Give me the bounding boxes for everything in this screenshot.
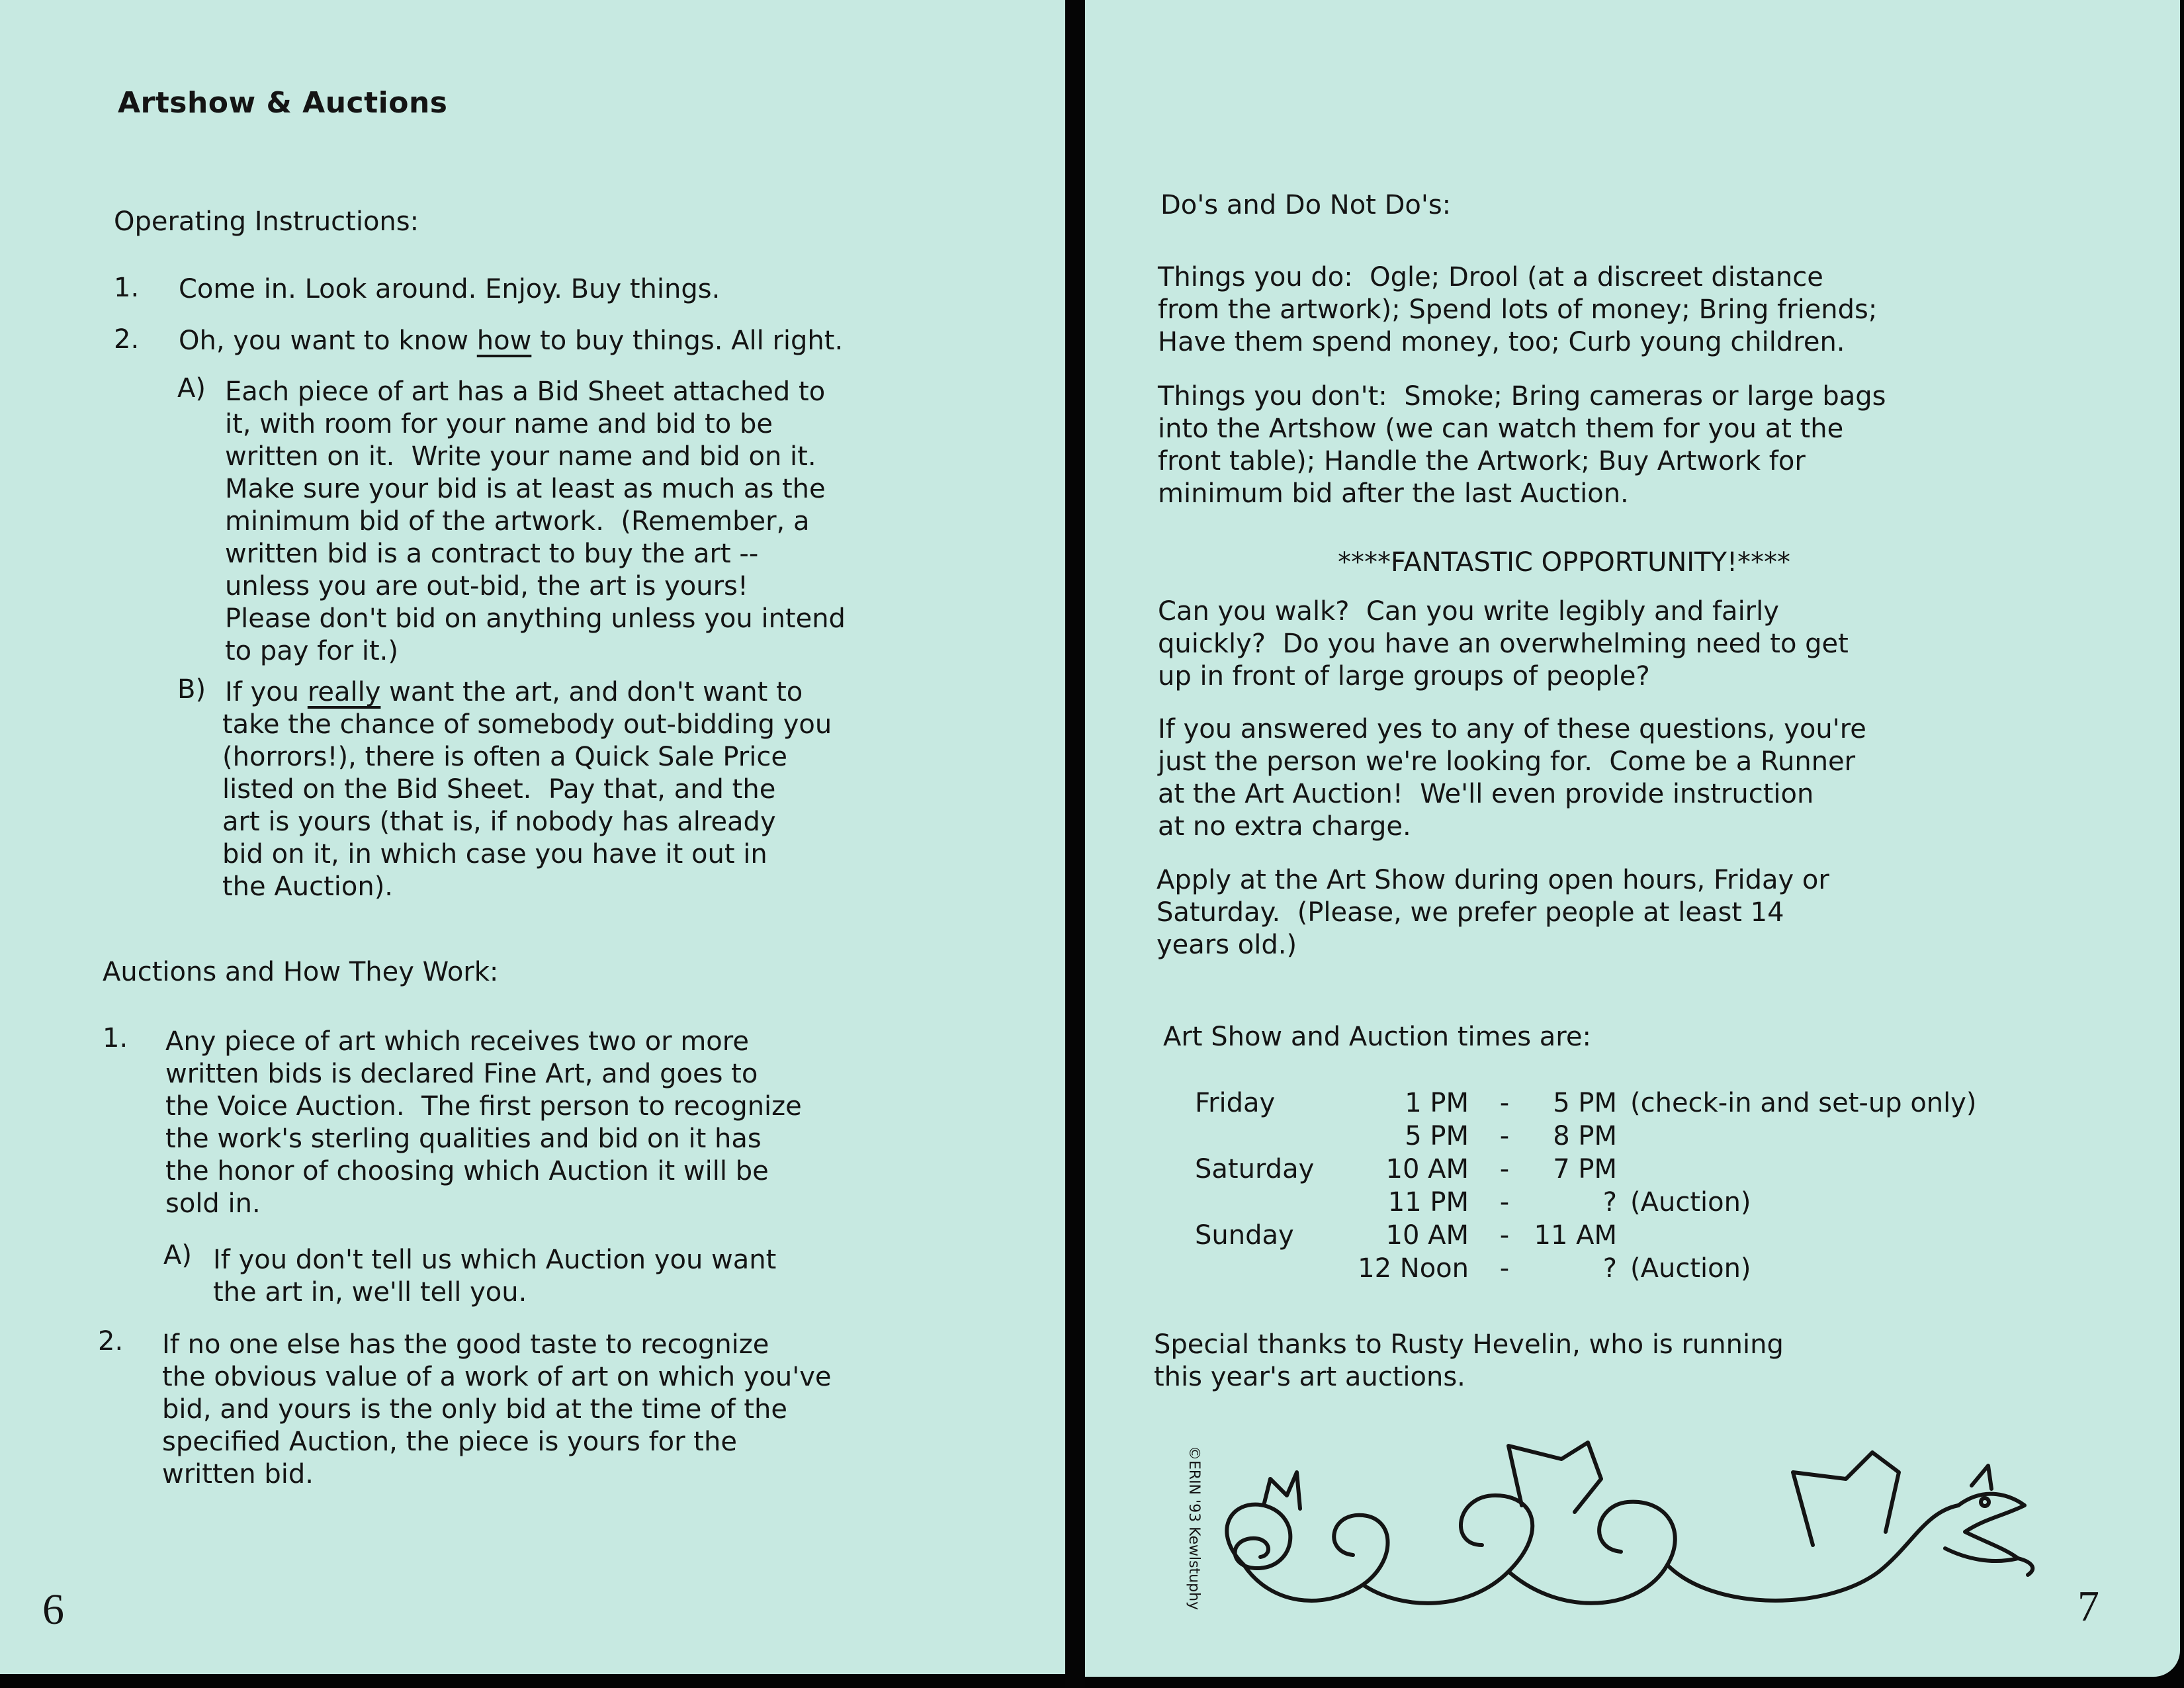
op-item-2b-first-line	[225, 676, 803, 709]
things-you-do: Things you do: Ogle; Drool (at a discreet distance from the artwork); Spend lots of money; Bring friends; Have them spend money, too; Curb young children.	[1158, 262, 1878, 357]
right-page	[1085, 0, 2180, 1677]
dragon-illustration	[1164, 1433, 2044, 1638]
schedule-start: 5 PM	[1405, 1121, 1469, 1151]
dragon-tail-curl	[1227, 1505, 1290, 1568]
schedule-day	[1195, 1252, 1356, 1285]
schedule-note: (Auction)	[1630, 1187, 1751, 1218]
op-item-2-text	[179, 324, 843, 357]
things-you-dont: Things you don't: Smoke; Bring cameras or large bags into the Artshow (we can watch them for you at the front table); Handle the Artwork; Buy Artwork for minimum bid after the last Auction.	[1158, 381, 1886, 509]
op-item-2-underlined: how	[476, 326, 532, 356]
schedule-start: 10 AM	[1385, 1154, 1469, 1184]
times-heading: Art Show and Auction times are:	[1163, 1022, 1591, 1052]
schedule-day: Sunday	[1195, 1220, 1294, 1251]
schedule-note: (check-in and set-up only)	[1630, 1088, 1977, 1118]
schedule-end: ?	[1602, 1253, 1617, 1284]
op-item-2b-after: want the art, and don't want to	[380, 677, 803, 707]
schedule-start: 10 AM	[1385, 1220, 1469, 1251]
schedule-note	[1617, 1120, 1977, 1153]
dragon-head	[1945, 1494, 2025, 1561]
schedule-dash: -	[1499, 1220, 1510, 1251]
schedule-row	[1195, 1252, 1977, 1285]
schedule-day: Friday	[1195, 1088, 1276, 1118]
op-item-2b-underlined: really	[307, 677, 381, 707]
au-item-1-number: 1.	[103, 1023, 128, 1053]
schedule-row	[1195, 1219, 1977, 1252]
dragon-eye	[1981, 1498, 1989, 1506]
schedule-note: (Auction)	[1630, 1253, 1751, 1284]
schedule-day: Saturday	[1195, 1154, 1315, 1184]
op-item-2-after: to buy things. All right.	[531, 326, 844, 356]
schedule-row	[1195, 1186, 1977, 1219]
walk-paragraph: Can you walk? Can you write legibly and fairly quickly? Do you have an overwhelming need to get up in front of large groups of people?	[1158, 596, 1849, 691]
schedule-dash: -	[1499, 1253, 1510, 1284]
schedule-dash: -	[1499, 1121, 1510, 1151]
dragon-tongue	[2018, 1558, 2032, 1575]
schedule-end: 11 AM	[1534, 1220, 1617, 1251]
thanks-paragraph: Special thanks to Rusty Hevelin, who is running this year's art auctions.	[1154, 1329, 1784, 1392]
schedule-start: 12 Noon	[1358, 1253, 1469, 1284]
schedule-dash: -	[1499, 1154, 1510, 1184]
schedule-end: 8 PM	[1553, 1121, 1617, 1151]
schedule-row	[1195, 1153, 1977, 1186]
dragon-body-loop-3	[1508, 1502, 1675, 1603]
schedule-start: 1 PM	[1405, 1088, 1469, 1118]
schedule-end: ?	[1602, 1187, 1617, 1218]
op-item-2b-label: B)	[177, 674, 206, 705]
dragon-wing-1	[1508, 1443, 1601, 1512]
left-page	[0, 0, 1065, 1674]
op-item-2-before: Oh, you want to know	[179, 326, 477, 356]
schedule-start: 11 PM	[1387, 1187, 1469, 1218]
schedule-table	[1195, 1087, 1977, 1285]
op-item-1-text: Come in. Look around. Enjoy. Buy things.	[179, 274, 721, 304]
schedule-note	[1617, 1219, 1977, 1252]
au-item-2-number: 2.	[98, 1326, 124, 1356]
au-item-1a-text: If you don't tell us which Auction you want the art in, we'll tell you.	[213, 1245, 777, 1308]
dragon-neck	[1667, 1505, 1958, 1601]
schedule-end: 7 PM	[1553, 1154, 1617, 1184]
dragon-horn	[1972, 1466, 1991, 1489]
schedule-dash: -	[1499, 1187, 1510, 1218]
op-item-2a-label: A)	[177, 373, 206, 404]
op-item-2b-before: If you	[225, 677, 308, 707]
op-item-2b-text: take the chance of somebody out-bidding you (horrors!), there is often a Quick Sale Price listed on the Bid Sheet. Pay that, and the art is yours (that is, if nobody has already bid on it, in which case you have it out in the Auction).	[222, 709, 832, 902]
dragon-tail-fin	[1264, 1472, 1300, 1509]
op-item-2-number: 2.	[114, 324, 140, 355]
au-item-1-text: Any piece of art which receives two or more written bids is declared Fine Art, and goes to the Voice Auction. The first person to recognize the work's sterling qualities and bid on it has the honor of choosing which Auction it will be sold in.	[165, 1026, 802, 1219]
au-item-2-text: If no one else has the good taste to recognize the obvious value of a work of art on which you've bid, and yours is the only bid at the time of the specified Auction, the piece is yours for the written bid.	[162, 1329, 832, 1489]
apply-paragraph: Apply at the Art Show during open hours, Friday or Saturday. (Please, we prefer people at least 14 years old.)	[1157, 865, 1829, 960]
yes-paragraph: If you answered yes to any of these questions, you're just the person we're looking for. Come be a Runner at the Art Auction! We'll even provide instruction at no extra charge.	[1158, 714, 1866, 842]
dos-heading: Do's and Do Not Do's:	[1160, 190, 1452, 220]
fantastic-opportunity: ****FANTASTIC OPPORTUNITY!****	[1338, 547, 1791, 578]
schedule-dash: -	[1499, 1088, 1510, 1118]
au-item-1a-label: A)	[163, 1240, 192, 1270]
schedule-day	[1195, 1186, 1356, 1219]
op-item-1-number: 1.	[114, 273, 140, 303]
page-number-left: 6	[42, 1585, 64, 1634]
schedule-note	[1617, 1153, 1977, 1186]
artist-signature: ©ERIN '93 Kewlstuphy	[1186, 1446, 1202, 1611]
auctions-heading: Auctions and How They Work:	[103, 957, 499, 987]
schedule-end: 5 PM	[1553, 1088, 1617, 1118]
schedule-row	[1195, 1120, 1977, 1153]
schedule-row	[1195, 1087, 1977, 1120]
book-spine	[1065, 0, 1085, 1688]
op-item-2a-text: Each piece of art has a Bid Sheet attached to it, with room for your name and bid to be written on it. Write your name and bid on it. Make sure your bid is at least as much as the minimum bid of the artwork. (Remember, a written bid is a contract to buy the art -- unless you are out-bid, the art is yours! Please don't bid on anything unless you intend to pay for it.)	[225, 377, 846, 666]
dragon-wing-2	[1793, 1452, 1899, 1545]
page-title: Artshow & Auctions	[118, 86, 448, 120]
schedule-day	[1195, 1120, 1356, 1153]
page-number-right: 7	[2077, 1582, 2099, 1630]
operating-instructions-heading: Operating Instructions:	[114, 206, 419, 237]
